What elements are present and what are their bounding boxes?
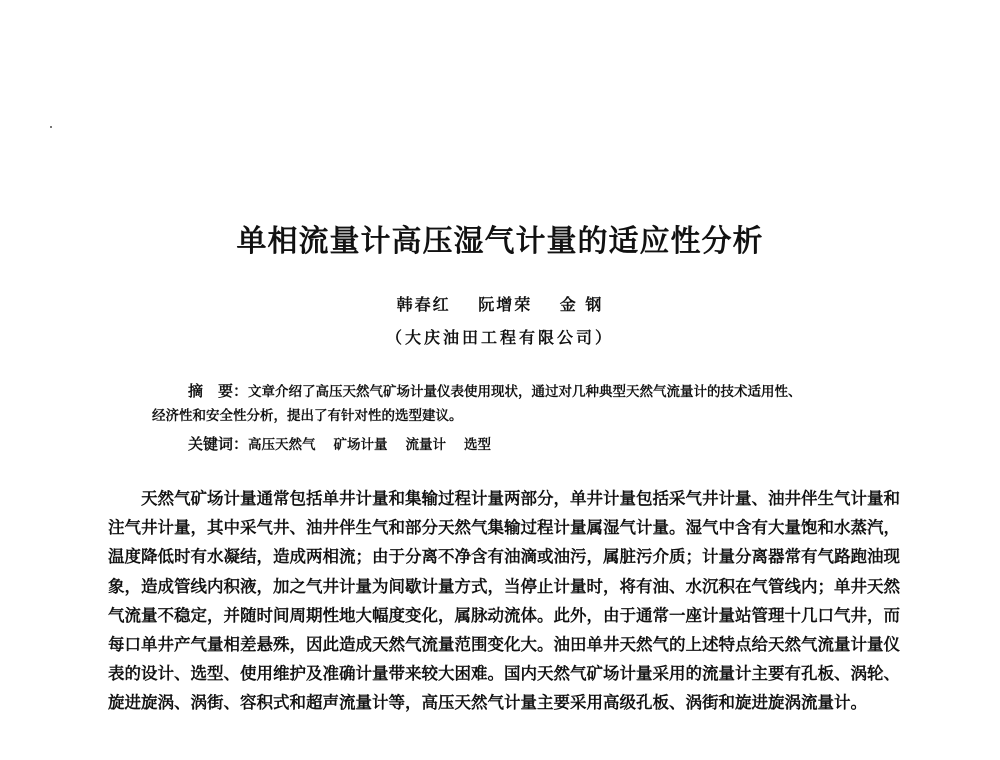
author-3: 金 钢 bbox=[559, 295, 604, 314]
abstract-text-2: 经济性和安全性分析，提出了有针对性的选型建议。 bbox=[152, 408, 463, 424]
keywords-label: 关键词： bbox=[188, 435, 249, 453]
abstract-label: 摘 要： bbox=[188, 382, 249, 400]
abstract-line-1 bbox=[152, 379, 892, 404]
author-1: 韩春红 bbox=[396, 295, 451, 314]
affiliation: （大庆油田工程有限公司） bbox=[385, 328, 614, 347]
scan-speck bbox=[50, 126, 52, 128]
keyword-4: 选型 bbox=[464, 437, 492, 453]
author-list bbox=[0, 294, 1000, 316]
keyword-2: 矿场计量 bbox=[333, 437, 388, 453]
body-paragraph: 天然气矿场计量通常包括单井计量和集输过程计量两部分，单井计量包括采气井计量、油井伴生气计量和注气井计量，其中采气井、油井伴生气和部分天然气集输过程计量属湿气计量。湿气中含有大量饱和水蒸汽，温度降低时有水凝结，造成两相流；由于分离不净含有油滴或油污，属脏污介质；计量分离器常有气路跑油现象，造成管线内积液，加之气井计量为间歇计量方式，当停止计量时，将有油、水沉积在气管线内；单井天然气流量不稳定，并随时间周期性地大幅度变化，属脉动流体。此外，由于通常一座计量站管理十几口气井，而每口单井产气量相差悬殊，因此造成天然气流量范围变化大。油田单井天然气的上述特点给天然气流量计量仪表的设计、选型、使用维护及准确计量带来较大困难。国内天然气矿场计量采用的流量计主要有孔板、涡轮、旋进旋涡、涡街、容积式和超声流量计等，高压天然气计量主要采用高级孔板、涡街和旋进旋涡流量计。 bbox=[108, 489, 900, 713]
keyword-3: 流量计 bbox=[405, 437, 447, 453]
keyword-1: 高压天然气 bbox=[248, 437, 316, 453]
author-2: 阮增荣 bbox=[478, 295, 533, 314]
keywords bbox=[188, 432, 509, 457]
abstract-text-1: 文章介绍了高压天然气矿场计量仪表使用现状，通过对几种典型天然气流量计的技术适用性、 bbox=[248, 384, 802, 400]
paper-title: 单相流量计高压湿气计量的适应性分析 bbox=[236, 224, 764, 259]
abstract bbox=[152, 379, 892, 428]
